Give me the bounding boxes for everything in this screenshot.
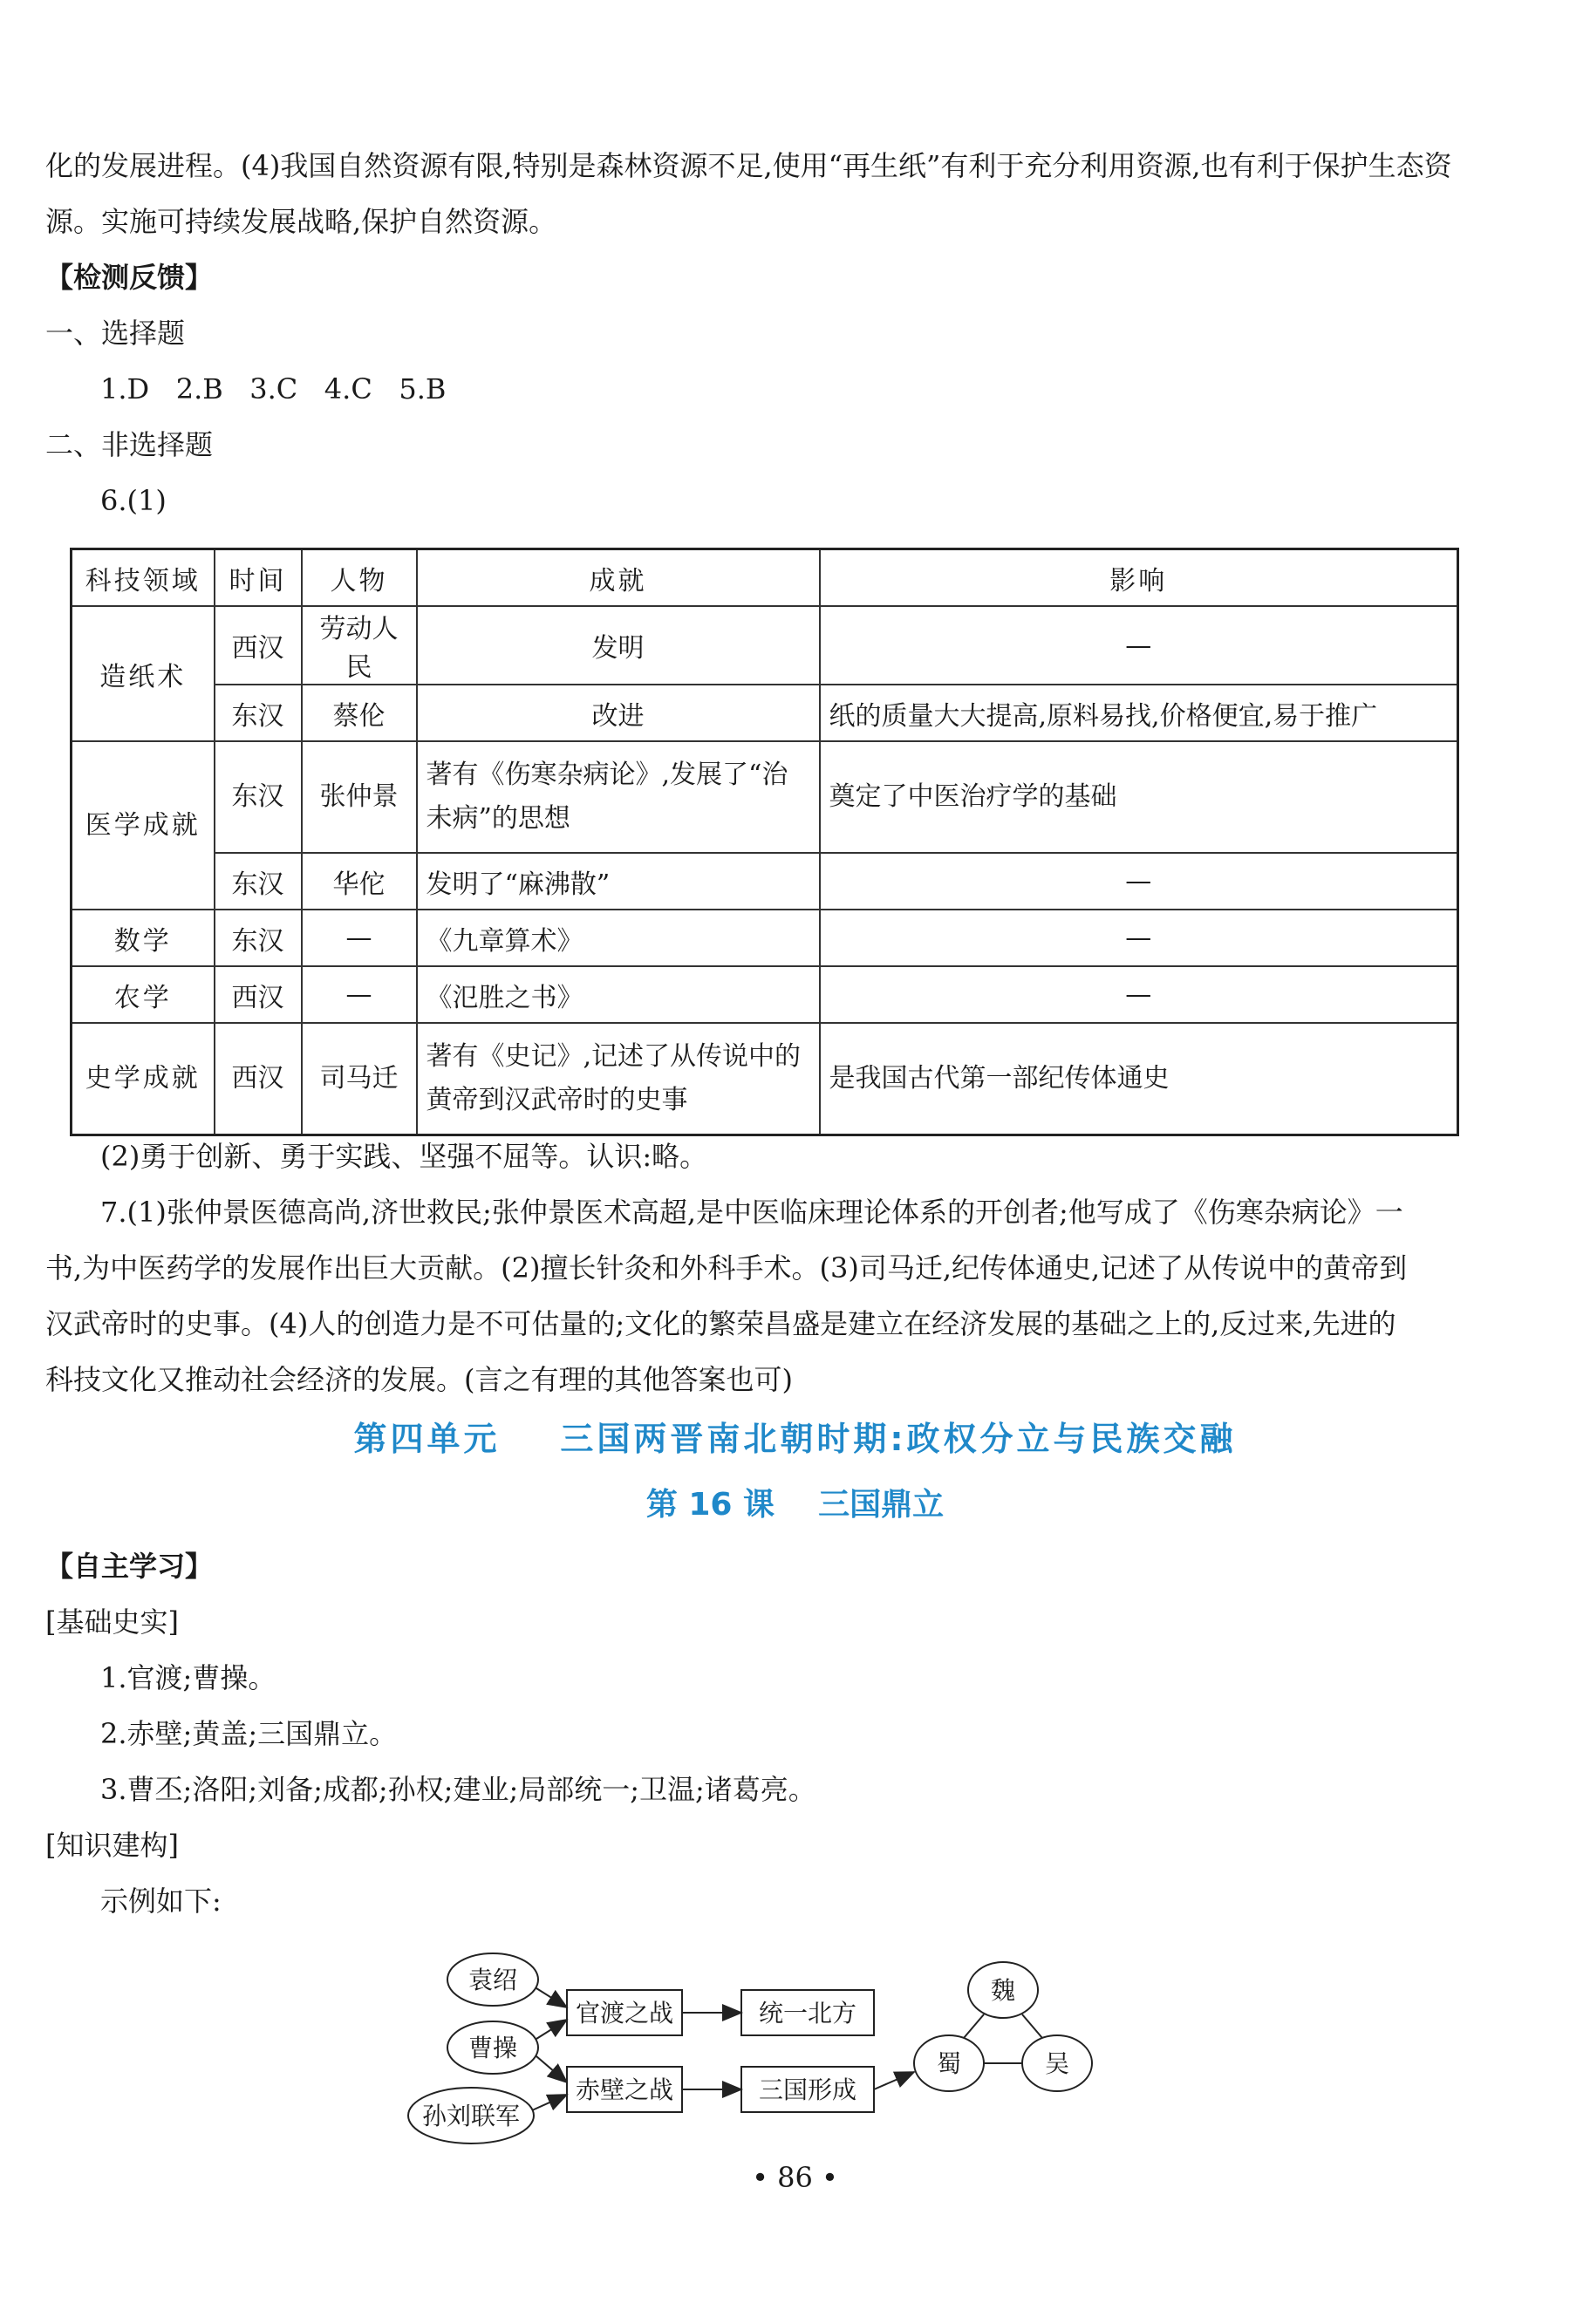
intro-line-1: 化的发展进程。(4)我国自然资源有限,特别是森林资源不足,使用“再生纸”有利于充分利用资源,也有利于保护生态资 [45, 149, 1452, 182]
cell-achievement: 著有《史记》,记述了从传说中的黄帝到汉武帝时的史事 [417, 1023, 820, 1135]
knowledge-label: [知识建构] [45, 1829, 179, 1862]
header-person: 人物 [302, 549, 417, 607]
basics-item-1: 1.官渡;曹操。 [100, 1661, 276, 1694]
page-number: • 86 • [752, 2161, 838, 2194]
table-row [72, 853, 1458, 910]
table-row [72, 966, 1458, 1023]
basics-item-3: 3.曹丕;洛阳;刘备;成都;孙权;建业;局部统一;卫温;诸葛亮。 [100, 1773, 816, 1806]
cell-achievement: 改进 [417, 685, 820, 741]
self-study-heading: 【自主学习】 [45, 1550, 214, 1583]
q6-label: 6.(1) [100, 484, 167, 517]
q7-line-3: 汉武帝时的史事。(4)人的创造力是不可估量的;文化的繁荣昌盛是建立在经济发展的基础之上的,反过来,先进的 [45, 1307, 1396, 1340]
cell-person: 华佗 [302, 853, 417, 910]
cell-impact: 纸的质量大大提高,原料易找,价格便宜,易于推广 [820, 685, 1458, 741]
label-wu: 吴 [1044, 2049, 1070, 2078]
cell-person: — [302, 966, 417, 1023]
arrow [874, 2072, 914, 2089]
cell-time: 西汉 [215, 606, 302, 685]
field-papermaking: 造纸术 [72, 606, 215, 741]
cell-person: 张仲景 [302, 741, 417, 853]
three-kingdoms-diagram [401, 1945, 1125, 2154]
cell-impact: — [820, 966, 1458, 1023]
cell-person: 蔡伦 [302, 685, 417, 741]
cell-person: 劳动人民 [302, 606, 417, 685]
cell-achievement: 《九章算术》 [417, 910, 820, 966]
header-achievement: 成就 [417, 549, 820, 607]
field-medicine: 医学成就 [72, 741, 215, 910]
header-time: 时间 [215, 549, 302, 607]
cell-impact: 奠定了中医治疗学的基础 [820, 741, 1458, 853]
feedback-heading: 【检测反馈】 [45, 261, 214, 294]
cell-time: 西汉 [215, 1023, 302, 1135]
label-guandu: 官渡之战 [575, 1999, 674, 2028]
cell-achievement: 发明 [417, 606, 820, 685]
intro-line-2: 源。实施可持续发展战略,保护自然资源。 [45, 205, 557, 238]
basics-item-2: 2.赤壁;黄盖;三国鼎立。 [100, 1717, 398, 1750]
table-row [72, 1023, 1458, 1135]
cell-time: 东汉 [215, 853, 302, 910]
cell-impact: — [820, 853, 1458, 910]
cell-achievement: 发明了“麻沸散” [417, 853, 820, 910]
link-wei-wu [1022, 2014, 1042, 2038]
arrow [532, 2095, 567, 2110]
label-shu: 蜀 [936, 2049, 962, 2078]
label-three-kingdoms: 三国形成 [758, 2075, 857, 2104]
cell-time: 西汉 [215, 966, 302, 1023]
q7-line-1: 7.(1)张仲景医德高尚,济世救民;张仲景医术高超,是中医临床理论体系的开创者;他写成了《伤寒杂病论》一 [100, 1196, 1403, 1229]
label-unify-north: 统一北方 [758, 1999, 857, 2028]
q7-line-4: 科技文化又推动社会经济的发展。(言之有理的其他答案也可) [45, 1363, 793, 1396]
cell-achievement: 《氾胜之书》 [417, 966, 820, 1023]
mc-title: 一、选择题 [45, 317, 186, 350]
label-wei: 魏 [990, 1976, 1016, 2005]
example-label: 示例如下: [100, 1884, 222, 1918]
science-table [70, 548, 1459, 1136]
unit-title: 第四单元 三国两晋南北朝时期:政权分立与民族交融 [353, 1420, 1237, 1458]
field-math: 数学 [72, 910, 215, 966]
table-row [72, 685, 1458, 741]
cell-impact: — [820, 910, 1458, 966]
header-impact: 影响 [820, 549, 1458, 607]
cell-time: 东汉 [215, 685, 302, 741]
field-agronomy: 农学 [72, 966, 215, 1023]
q6-part2: (2)勇于创新、勇于实践、坚强不屈等。认识:略。 [100, 1140, 708, 1173]
arrow [536, 2056, 567, 2082]
arrow [536, 1988, 567, 2007]
header-field: 科技领域 [72, 549, 215, 607]
basics-label: [基础史实] [45, 1605, 179, 1639]
nonmc-title: 二、非选择题 [45, 428, 214, 461]
table-row [72, 606, 1458, 685]
q7-line-2: 书,为中医药学的发展作出巨大贡献。(2)擅长针灸和外科手术。(3)司马迁,纪传体通史,记述了从传说中的黄帝到 [45, 1251, 1408, 1285]
field-history: 史学成就 [72, 1023, 215, 1135]
cell-impact: 是我国古代第一部纪传体通史 [820, 1023, 1458, 1135]
cell-person: — [302, 910, 417, 966]
cell-achievement: 著有《伤寒杂病论》,发展了“治未病”的思想 [417, 741, 820, 853]
label-chibi: 赤壁之战 [575, 2075, 674, 2104]
label-caocao: 曹操 [467, 2034, 518, 2062]
label-yuanshao: 袁绍 [467, 1966, 518, 1994]
cell-time: 东汉 [215, 741, 302, 853]
link-wei-shu [964, 2014, 984, 2038]
lesson-title: 第 16 课 三国鼎立 [645, 1487, 945, 1523]
mc-answers: 1.D 2.B 3.C 4.C 5.B [100, 372, 447, 406]
arrow [536, 2020, 567, 2039]
label-sunliu: 孙刘联军 [421, 2102, 521, 2130]
cell-time: 东汉 [215, 910, 302, 966]
cell-impact: — [820, 606, 1458, 685]
table-row [72, 741, 1458, 853]
cell-person: 司马迁 [302, 1023, 417, 1135]
table-row [72, 910, 1458, 966]
